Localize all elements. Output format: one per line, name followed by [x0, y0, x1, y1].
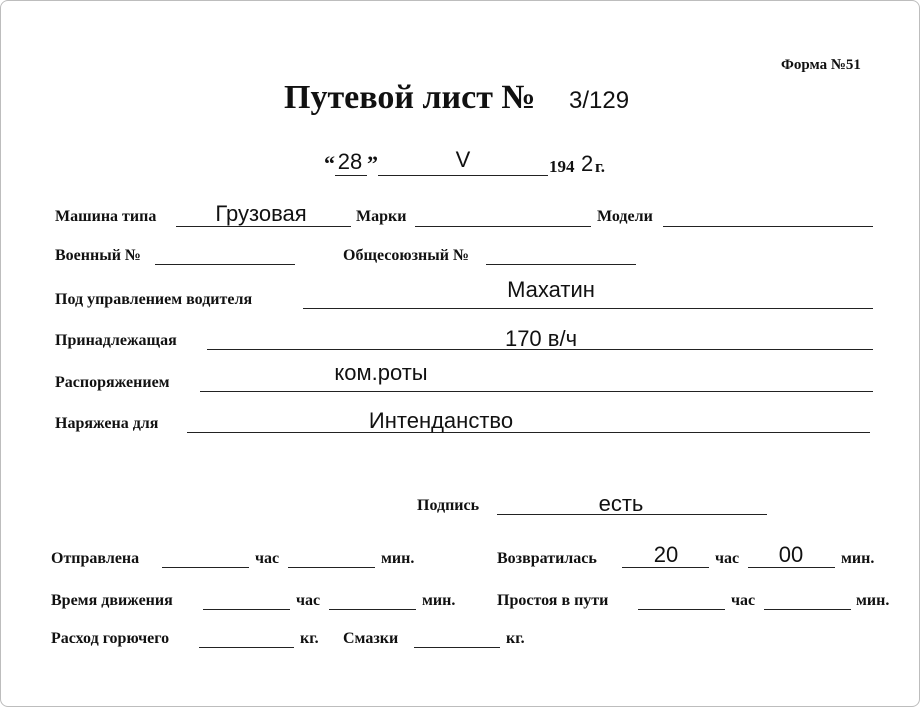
- order-line: [200, 391, 873, 392]
- lube-kg-label: кг.: [506, 630, 525, 647]
- driver-line: [303, 308, 873, 309]
- lube-label: Смазки: [343, 630, 399, 647]
- departed-hour-label: час: [255, 550, 280, 567]
- machine-type-value: Грузовая: [215, 201, 307, 226]
- lube-line: [414, 647, 500, 648]
- form-number: Форма №51: [781, 57, 861, 73]
- fuel-line: [199, 647, 294, 648]
- returned-label: Возвратилась: [497, 550, 597, 567]
- order-value: ком.роты: [334, 360, 428, 385]
- returned-min-label: мин.: [841, 550, 875, 567]
- travel-time-label: Время движения: [51, 592, 173, 609]
- model-line: [663, 226, 873, 227]
- departed-min-line: [288, 567, 375, 568]
- fuel-label: Расход горючего: [51, 630, 170, 647]
- date-year-prefix: 194: [549, 157, 575, 176]
- travel-min-label: мин.: [422, 592, 456, 609]
- date-month: V: [455, 147, 471, 172]
- idle-min-label: мин.: [856, 592, 890, 609]
- idle-min-line: [764, 609, 851, 610]
- date-year-unit: г.: [595, 157, 606, 176]
- military-no-line: [155, 264, 295, 265]
- page-title: Путевой лист №: [284, 79, 536, 116]
- date-close-quote: ”: [367, 151, 378, 176]
- brand-line: [415, 226, 591, 227]
- assigned-label: Наряжена для: [55, 415, 159, 432]
- idle-label: Простоя в пути: [497, 592, 609, 609]
- model-label: Модели: [597, 208, 653, 225]
- brand-label: Марки: [356, 208, 407, 225]
- driver-value: Махатин: [507, 277, 595, 302]
- travel-hour-line: [203, 609, 290, 610]
- departed-label: Отправлена: [51, 550, 140, 567]
- assigned-value: Интенданство: [368, 408, 514, 433]
- military-no-label: Военный №: [55, 247, 141, 264]
- travel-min-line: [329, 609, 416, 610]
- driver-label: Под управлением водителя: [55, 291, 253, 308]
- signature-label: Подпись: [417, 497, 480, 514]
- order-label: Распоряжением: [55, 374, 170, 391]
- returned-min: 00: [778, 542, 804, 567]
- idle-hour-label: час: [731, 592, 756, 609]
- waybill-number: 3/129: [569, 87, 630, 114]
- union-no-line: [486, 264, 636, 265]
- returned-hour-label: час: [715, 550, 740, 567]
- fuel-kg-label: кг.: [300, 630, 319, 647]
- belongs-value: 170 в/ч: [504, 326, 578, 351]
- date-day-line: [335, 175, 367, 176]
- date-month-line: [378, 175, 548, 176]
- belongs-label: Принадлежащая: [55, 332, 177, 349]
- departed-min-label: мин.: [381, 550, 415, 567]
- signature-value: есть: [598, 491, 644, 516]
- departed-hour-line: [162, 567, 249, 568]
- travel-hour-label: час: [296, 592, 321, 609]
- date-open-quote: “: [324, 151, 335, 176]
- date-year-suffix: 2: [581, 151, 594, 176]
- returned-hour: 20: [653, 542, 679, 567]
- union-no-label: Общесоюзный №: [343, 247, 470, 264]
- date-day: 28: [337, 149, 363, 174]
- machine-type-label: Машина типа: [55, 208, 157, 225]
- idle-hour-line: [638, 609, 725, 610]
